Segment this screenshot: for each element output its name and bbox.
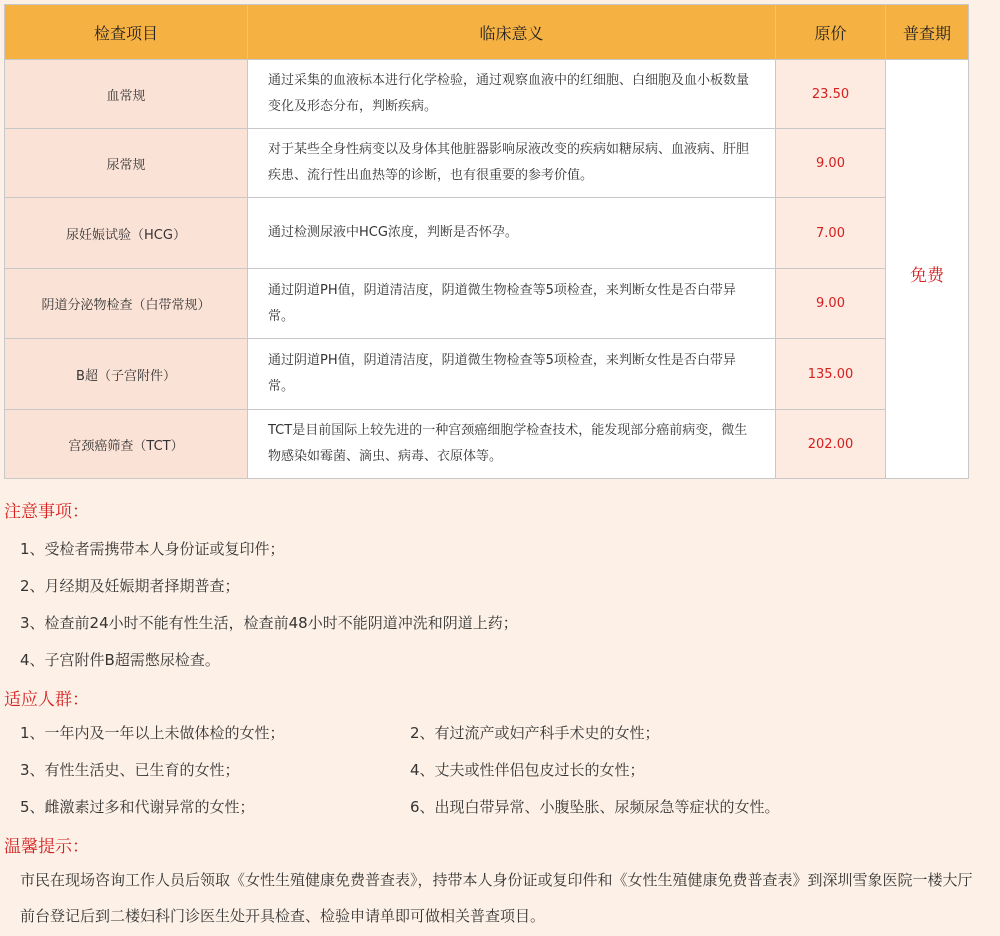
row-name: 阴道分泌物检查（白带常规）: [5, 269, 248, 339]
row-meaning: 对于某些全身性病变以及身体其他脏器影响尿液改变的疾病如糖尿病、血液病、肝胆疾患、流行性出血热等的诊断，也有很重要的参考价值。: [248, 129, 776, 198]
notes-title: 注意事项：: [4, 502, 89, 522]
note-item: 4、子宫附件B超需憋尿检查。: [20, 651, 220, 669]
free-cell: [886, 60, 969, 479]
row-price: 23.50: [776, 60, 886, 129]
row-name: B超（子宫附件）: [5, 339, 248, 410]
header-period: 普查期: [886, 5, 969, 60]
row-price: 9.00: [776, 269, 886, 339]
audience-item: 6、出现白带异常、小腹坠胀、尿频尿急等症状的女性。: [410, 798, 780, 816]
table-row: [5, 339, 969, 410]
note-item: 3、检查前24小时不能有性生活，检查前48小时不能阴道冲洗和阴道上药；: [20, 614, 518, 632]
table-row: [5, 129, 969, 198]
table-header-row: [5, 5, 969, 60]
audience-item: 3、有性生活史、已生育的女性；: [20, 761, 240, 779]
table-row: [5, 198, 969, 269]
table-row: [5, 410, 969, 479]
row-meaning: 通过阴道PH值，阴道清洁度，阴道微生物检查等5项检查，来判断女性是否白带异常。: [248, 269, 776, 339]
row-price: 7.00: [776, 198, 886, 269]
note-item: 2、月经期及妊娠期者择期普查；: [20, 577, 240, 595]
audience-title: 适应人群：: [4, 690, 89, 710]
row-name: 宫颈癌筛查（TCT）: [5, 410, 248, 479]
row-name: 尿妊娠试验（HCG）: [5, 198, 248, 269]
exam-table: [4, 4, 969, 479]
audience-item: 5、雌激素过多和代谢异常的女性；: [20, 798, 255, 816]
free-label: 免费: [910, 266, 944, 286]
header-meaning: 临床意义: [248, 5, 776, 60]
audience-item: 1、一年内及一年以上未做体检的女性；: [20, 724, 285, 742]
row-meaning: 通过检测尿液中HCG浓度，判断是否怀孕。: [248, 198, 776, 269]
audience-item: 2、有过流产或妇产科手术史的女性；: [410, 724, 660, 742]
row-price: 202.00: [776, 410, 886, 479]
header-item: 检查项目: [5, 5, 248, 60]
row-price: 9.00: [776, 129, 886, 198]
table-row: [5, 269, 969, 339]
row-meaning: 通过采集的血液标本进行化学检验，通过观察血液中的红细胞、白细胞及血小板数量变化及形态分布，判断疾病。: [248, 60, 776, 129]
tips-title: 温馨提示：: [4, 837, 89, 857]
row-meaning: TCT是目前国际上较先进的一种宫颈癌细胞学检查技术，能发现部分癌前病变，微生物感染如霉菌、滴虫、病毒、衣原体等。: [248, 410, 776, 479]
note-item: 1、受检者需携带本人身份证或复印件；: [20, 540, 285, 558]
table-row: [5, 60, 969, 129]
row-price: 135.00: [776, 339, 886, 410]
audience-item: 4、丈夫或性伴侣包皮过长的女性；: [410, 761, 645, 779]
header-price: 原价: [776, 5, 886, 60]
row-name: 血常规: [5, 60, 248, 129]
tips-text: 市民在现场咨询工作人员后领取《女性生殖健康免费普查表》，持带本人身份证或复印件和《女性生殖健康免费普查表》到深圳雪象医院一楼大厅前台登记后到二楼妇科门诊医生处开具检查、检验申请单即可做相关普查项目。: [20, 871, 973, 925]
row-name: 尿常规: [5, 129, 248, 198]
row-meaning: 通过阴道PH值，阴道清洁度，阴道微生物检查等5项检查，来判断女性是否白带异常。: [248, 339, 776, 410]
